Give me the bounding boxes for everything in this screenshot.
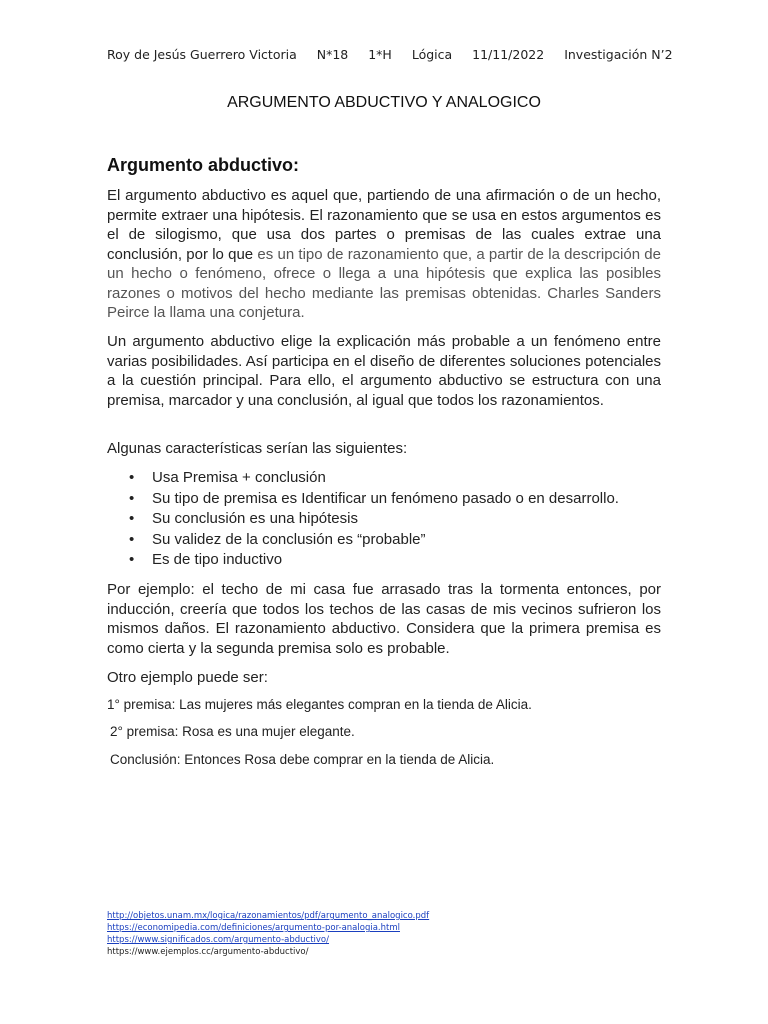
page-title: ARGUMENTO ABDUCTIVO Y ANALOGICO bbox=[227, 94, 541, 111]
paragraph-definition-dark: El argumento abductivo es aquel que, partiendo de una afirmación o de un hecho, permite extraer una hipótesis. El razonamiento que se usa en estos argumentos es el de silogismo, que usa dos partes o premisas de las cuales extrae una conclusión, por lo que bbox=[107, 187, 661, 263]
paragraph-characteristics-intro: Algunas características serían las siguientes: bbox=[107, 440, 408, 457]
reference-link[interactable]: https://www.significados.com/argumento-abductivo/ bbox=[107, 935, 330, 945]
date: 11/11/2022 bbox=[472, 47, 545, 62]
list-item: • Su validez de la conclusión es “probable” bbox=[107, 530, 619, 551]
list-item: • Es de tipo inductivo bbox=[107, 550, 619, 571]
author-name: Roy de Jesús Guerrero Victoria bbox=[107, 47, 297, 62]
document-header bbox=[107, 47, 689, 62]
example-conclusion: Conclusión: Entonces Rosa debe comprar en la tienda de Alicia. bbox=[110, 752, 495, 767]
paragraph-other-example: Otro ejemplo puede ser: bbox=[107, 669, 268, 686]
section-heading: Argumento abductivo: bbox=[107, 155, 299, 175]
assignment-label: Investigación N’2 bbox=[564, 47, 673, 62]
paragraph-example: Por ejemplo: el techo de mi casa fue arrasado tras la tormenta entonces, por inducción, creería que todos los techos de las casas de mis vecinos sufrieron los mismos daños. El razonamiento abductivo. Considera que la primera premisa es como cierta y la segunda premisa solo es probable. bbox=[107, 581, 661, 657]
group: 1*H bbox=[368, 47, 392, 62]
reference-text: https://www.ejemplos.cc/argumento-abductivo/ bbox=[107, 947, 309, 957]
list-item: • Su tipo de premisa es Identificar un fenómeno pasado o en desarrollo. bbox=[107, 489, 619, 510]
student-number: N*18 bbox=[316, 47, 349, 62]
reference-link[interactable]: http://objetos.unam.mx/logica/razonamientos/pdf/argumento_analogico.pdf bbox=[107, 911, 430, 921]
references-list bbox=[107, 910, 429, 958]
list-item: • Su conclusión es una hipótesis bbox=[107, 509, 619, 530]
subject: Lógica bbox=[411, 47, 453, 62]
paragraph-definition bbox=[107, 186, 661, 323]
paragraph-explanation: Un argumento abductivo elige la explicación más probable a un fenómeno entre varias posibilidades. Así participa en el diseño de diferentes soluciones potenciales a la cuestión principal. Para ello, el argumento abductivo se estructura con una premisa, marcador y una conclusión, al igual que todos los razonamientos. bbox=[107, 333, 661, 409]
reference-link[interactable]: https://economipedia.com/definiciones/argumento-por-analogia.html bbox=[107, 923, 400, 933]
paragraph-definition-gray: es un tipo de razonamiento que, a partir de la descripción de un hecho o fenómeno, ofrece o llega a una hipótesis que explica las posibles razones o motivos del hecho mediante las premisas obtenidas. Charles Sanders Peirce la llama una conjetura. bbox=[107, 245, 661, 321]
example-premise-2: 2° premisa: Rosa es una mujer elegante. bbox=[110, 724, 355, 739]
example-premise-1: 1° premisa: Las mujeres más elegantes compran en la tienda de Alicia. bbox=[107, 697, 532, 712]
list-item: • Usa Premisa + conclusión bbox=[107, 468, 619, 489]
characteristics-list bbox=[107, 468, 619, 571]
